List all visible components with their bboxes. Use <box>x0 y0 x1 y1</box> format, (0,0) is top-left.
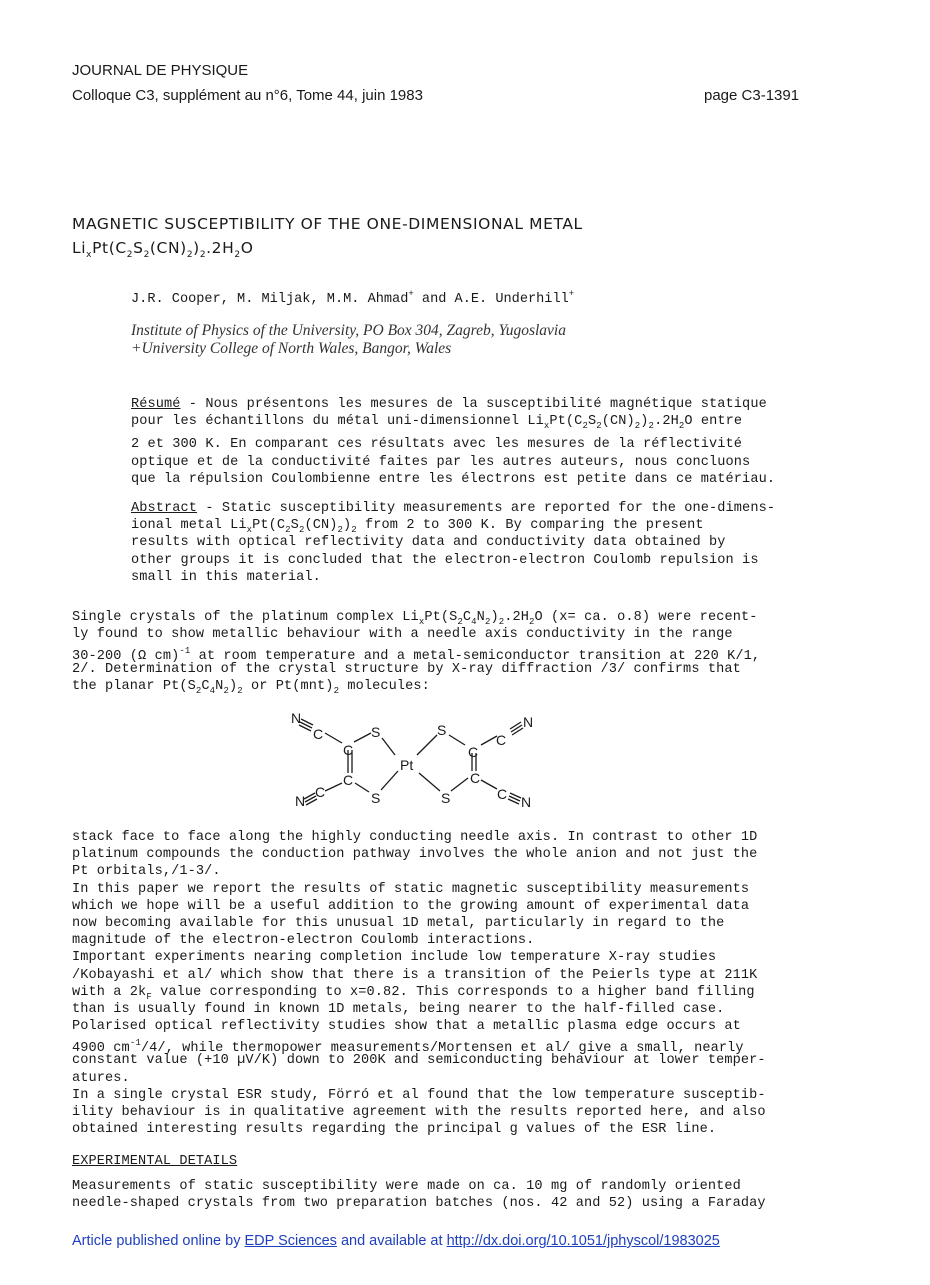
body-p4-line: ility behaviour is in qualitative agreement with the results reported here, and also <box>72 1105 766 1120</box>
affiliations <box>131 322 566 358</box>
atom-c-nitrile-top-left: C <box>313 726 324 742</box>
journal-name: JOURNAL DE PHYSIQUE <box>72 62 249 79</box>
atom-c-ring-top-left: C <box>343 742 354 758</box>
body-p2-line: which we hope will be a useful addition to the growing amount of experimental data <box>72 898 750 914</box>
body-p3-line: 4900 $cm^{-1}/4/$, while thermopower measurements/Mortensen et al/ give a small, nearly <box>72 1038 744 1057</box>
body-p3-line: atures. <box>72 1070 130 1086</box>
atom-c-ring-top-right: C <box>468 744 479 760</box>
body-p1-line: stack face to face along the highly conducting needle axis. In contrast to other 1D <box>72 830 758 845</box>
resume-label: Résumé <box>131 397 181 412</box>
atom-c-nitrile-bottom-right: C <box>497 786 508 802</box>
colloque-line: Colloque C3, supplément au n°6, Tome 44, juin 1983 <box>72 87 423 104</box>
atom-pt: Pt <box>400 757 414 773</box>
footer <box>72 1233 720 1249</box>
atom-s-bottom-right: S <box>441 790 451 806</box>
section-text: Measurements of static susceptibility were made on ca. 10 mg of randomly oriented needle-shaped crystals from two preparation batches (nos. 42 and 52) using a Faraday <box>72 1179 766 1212</box>
atom-c-ring-bottom-right: C <box>470 770 481 786</box>
body-p4-line: In a single crystal ESR study, Förró et al found that the low temperature susceptib- <box>72 1087 766 1103</box>
edp-sciences-link[interactable]: EDP Sciences <box>244 1233 337 1249</box>
atom-c-nitrile-top-right: C <box>496 732 507 748</box>
atom-s-bottom-left: S <box>371 790 381 806</box>
affiliation-1: Institute of Physics of the University, PO Box 304, Zagreb, Yugoslavia <box>131 322 566 339</box>
body-text <box>72 829 766 1138</box>
affiliation-2: +University College of North Wales, Bangor, Wales <box>131 340 452 357</box>
body-p1-line: platinum compounds the conduction pathway involves the whole anion and not just the <box>72 847 758 863</box>
paper-title <box>72 212 583 267</box>
body-p2-line: In this paper we report the results of static magnetic susceptibility measurements <box>72 881 750 897</box>
atom-n-bottom-right: N <box>521 794 532 810</box>
section-heading: EXPERIMENTAL DETAILS <box>72 1154 238 1169</box>
abstract-block: Abstract - Static susceptibility measurements are reported for the one-dimens- ional metal $Li_xPt(C_2S_2(CN)_2)_2$ from 2 to 300 K. By comparing the present results with optical reflectivity data and conductivity data obtained by other groups it is concluded that the electron-electron Coulomb repulsion is small in this material. <box>131 501 776 585</box>
atom-n-top-left: N <box>291 710 302 726</box>
body-p3-line: /Kobayashi et al/ which show that there is a transition of the Peierls type at 211K <box>72 967 758 983</box>
resume-block: Résumé - Nous présentons les mesures de la susceptibilité magnétique statique pour les échantillons du métal uni-dimensionnel $Li_xPt(C_2S_2(CN)_2)_2.2H_2O$ entre 2 et 300 K. En comparant ces résultats avec les mesures de la réflectivité optique et de la conductivité faites par les autres auteurs, nous concluons que la répulsion Coulombienne entre les électrons est petite dans ce matériau. <box>131 397 776 487</box>
body-p3-line: with a $2k_F$ value corresponding to x=0.82. This corresponds to a higher band filling <box>72 984 755 1002</box>
body-p2-line: magnitude of the electron-electron Coulomb interactions. <box>72 933 535 949</box>
body-p3-line: constant value (+10 µV/K) down to 200K and semiconducting behaviour at lower temper- <box>72 1053 766 1069</box>
body-p1-line: Pt orbitals,/1-3/. <box>72 864 221 880</box>
body-p3-line: than is usually found in known 1D metals, being nearer to the half-filled case. <box>72 1001 725 1017</box>
atom-n-top-right: N <box>523 714 534 730</box>
body-p3-line: Important experiments nearing completion include low temperature X-ray studies <box>72 950 717 966</box>
atom-c-ring-bottom-left: C <box>343 772 354 788</box>
footer-mid: and available at <box>336 1233 447 1249</box>
atom-n-bottom-left: N <box>295 793 306 809</box>
title-formula: $Li_xPt(C_2S_2(CN)_2)_2.2H_2O$ <box>72 239 254 260</box>
authors: J.R. Cooper, M. Miljak, M.M. Ahmad+ and A.E. Underhill+ <box>131 289 575 307</box>
molecule-diagram <box>285 705 555 815</box>
body-p2-line: now becoming available for this unusual 1D metal, particularly in regard to the <box>72 915 725 931</box>
footer-prefix: Article published online by <box>72 1233 245 1249</box>
abstract-label: Abstract <box>131 501 198 516</box>
body-p4-line: obtained interesting results regarding the principal g values of the ESR line. <box>72 1122 717 1138</box>
atom-c-nitrile-bottom-left: C <box>315 784 326 800</box>
atom-s-top-left: S <box>371 724 381 740</box>
body-p3-line: Polarised optical reflectivity studies show that a metallic plasma edge occurs at <box>72 1019 741 1035</box>
atom-s-top-right: S <box>437 722 447 738</box>
title-line-1: MAGNETIC SUSCEPTIBILITY OF THE ONE-DIMENSIONAL METAL <box>72 215 583 233</box>
intro-paragraph: Single crystals of the platinum complex $Li_xPt(S_2C_4N_2)_2.2H_2O$ (x= ca. o.8) were recent- ly found to show metallic behaviour with a needle axis conductivity in the range 30-200 (Ω cm)$^{-1}$ at room temperature and a metal-semiconductor transition at 220 K/1, 2/. Determination of the crystal structure by X-ray diffraction /3/ confirms that the planar $Pt(S_2C_4N_2)_2$ or $Pt(mnt)_2$ molecules: <box>72 610 761 696</box>
doi-link[interactable]: http://dx.doi.org/10.1051/jphyscol/1983025 <box>446 1233 720 1249</box>
page-number: page C3-1391 <box>704 87 800 104</box>
